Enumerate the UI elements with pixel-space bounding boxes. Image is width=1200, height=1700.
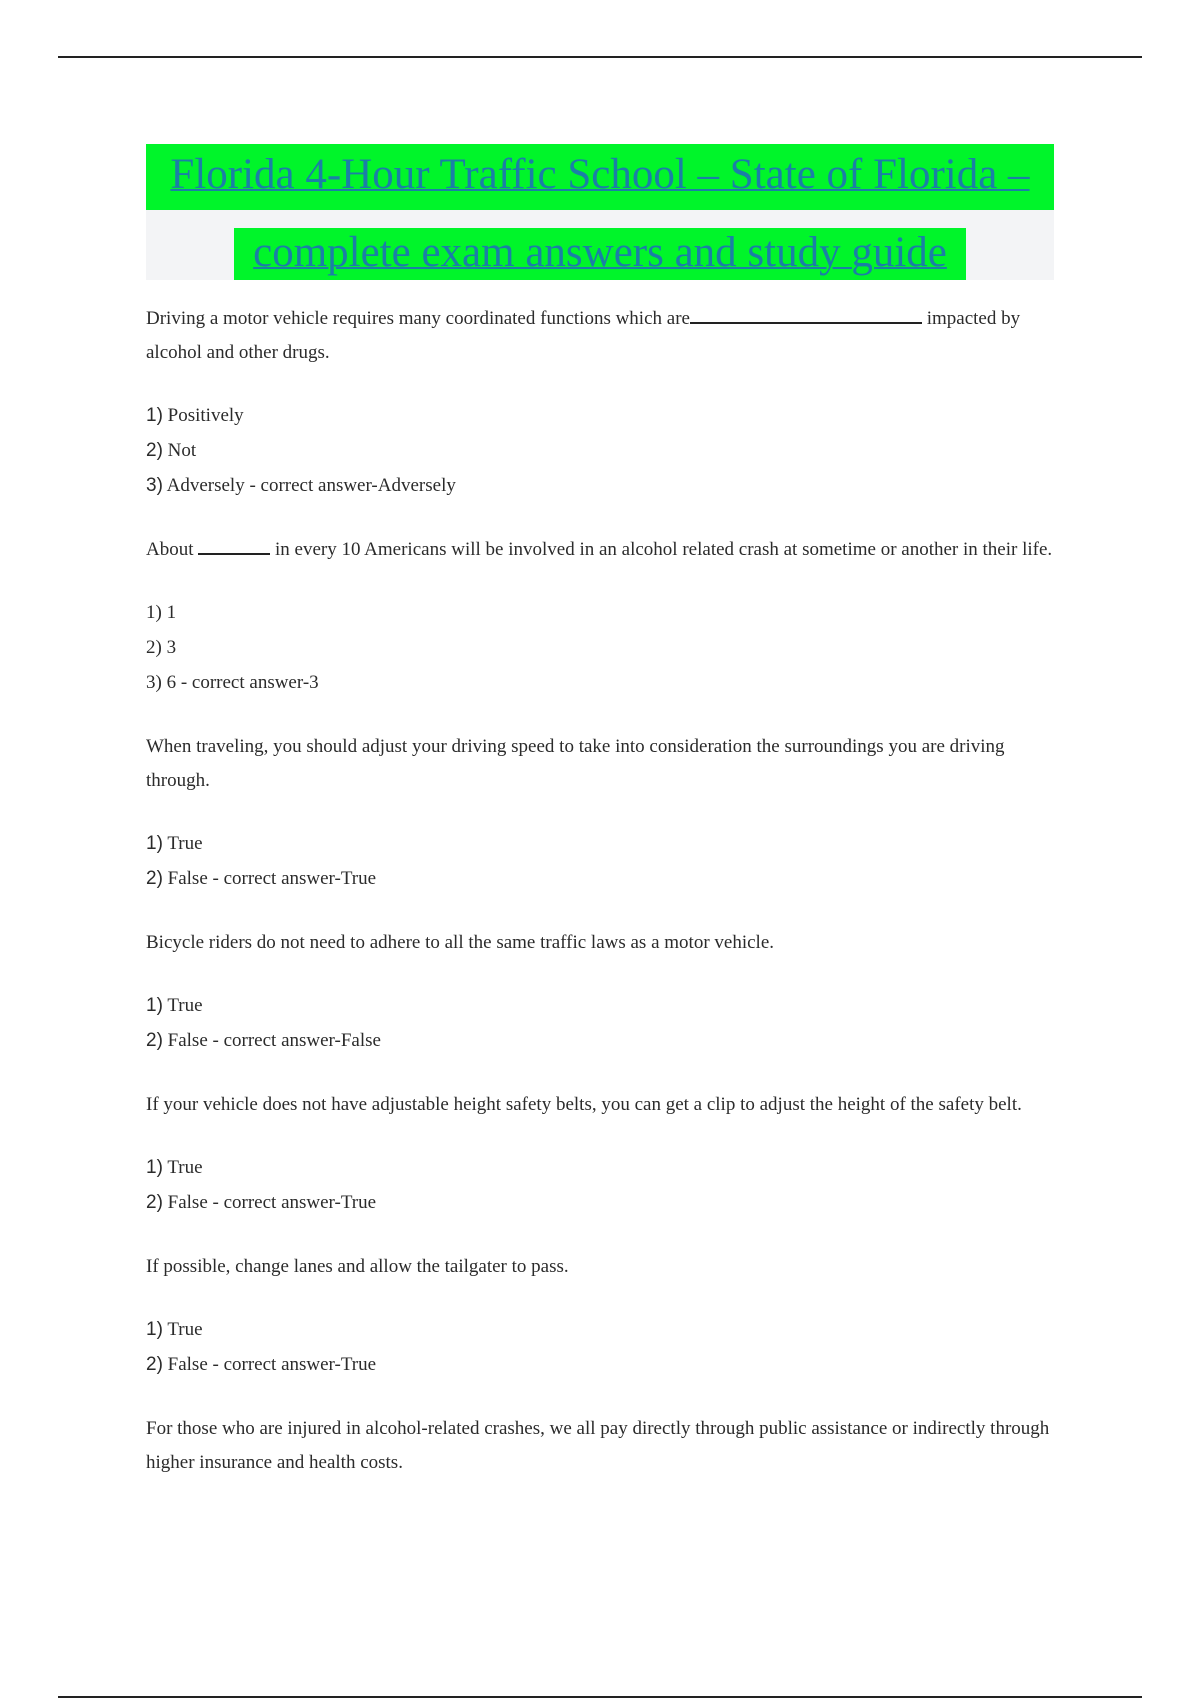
options-list	[146, 398, 1061, 503]
option-item: 3) Adversely - correct answer-Adversely	[146, 475, 456, 496]
option-item: 1) True	[146, 1319, 203, 1340]
option-item: 1) 1	[146, 602, 177, 623]
question-block	[146, 730, 1061, 896]
options-list	[146, 595, 1061, 700]
option-item: 2) 3	[146, 637, 177, 658]
option-item: 1) Positively	[146, 405, 244, 426]
option-item: 1) True	[146, 1157, 203, 1178]
option-item: 2) False - correct answer-True	[146, 1192, 377, 1213]
question-text: When traveling, you should adjust your driving speed to take into consideration the surroundings you are driving through.	[146, 736, 1005, 791]
answer-blank	[690, 304, 922, 324]
option-item: 2) False - correct answer-False	[146, 1030, 381, 1051]
document-title	[146, 144, 1054, 280]
question-text: For those who are injured in alcohol-related crashes, we all pay directly through public assistance or indirectly through higher insurance and health costs.	[146, 1418, 1050, 1473]
option-item: 2) Not	[146, 440, 197, 461]
question-block	[146, 302, 1061, 503]
bottom-rule	[58, 1696, 1142, 1698]
question-block	[146, 1088, 1061, 1220]
option-item: 1) True	[146, 833, 203, 854]
question-text: If your vehicle does not have adjustable height safety belts, you can get a clip to adjust the height of the safety belt.	[146, 1094, 1022, 1115]
option-item: 2) False - correct answer-True	[146, 868, 377, 889]
title-line-2: complete exam answers and study guide	[234, 228, 966, 280]
question-text: About in every 10 Americans will be involved in an alcohol related crash at sometime or another in their life.	[146, 533, 1061, 567]
option-item: 1) True	[146, 995, 203, 1016]
question-block	[146, 533, 1061, 700]
options-list	[146, 1312, 1061, 1382]
options-list	[146, 826, 1061, 896]
question-block	[146, 926, 1061, 1058]
options-list	[146, 1150, 1061, 1220]
question-text: If possible, change lanes and allow the tailgater to pass.	[146, 1256, 569, 1277]
title-line-1: Florida 4-Hour Traffic School – State of Florida –	[146, 144, 1054, 210]
option-item: 2) False - correct answer-True	[146, 1354, 377, 1375]
question-text: Bicycle riders do not need to adhere to all the same traffic laws as a motor vehicle.	[146, 932, 775, 953]
question-text: Driving a motor vehicle requires many coordinated functions which are impacted by alcohol and other drugs.	[146, 302, 1061, 370]
top-rule	[58, 56, 1142, 58]
options-list	[146, 988, 1061, 1058]
question-list	[146, 302, 1061, 1510]
question-block	[146, 1250, 1061, 1382]
question-block	[146, 1412, 1061, 1480]
answer-blank	[198, 535, 270, 555]
option-item: 3) 6 - correct answer-3	[146, 672, 319, 693]
